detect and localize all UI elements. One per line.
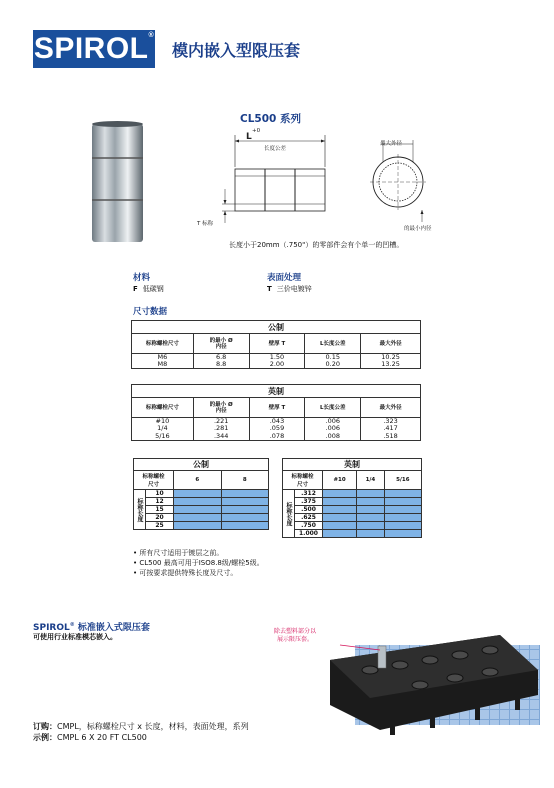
cell: .323 — [361, 418, 421, 426]
order-info — [33, 721, 249, 743]
wall-label: T 标称 — [197, 221, 214, 227]
min-id-label: 的最小内径 — [404, 226, 432, 232]
finish-code: T — [267, 285, 272, 293]
table-row — [132, 361, 421, 369]
spirol-logo — [33, 30, 155, 68]
table-row — [132, 433, 421, 441]
groove-note: 长度小于20mm（.750"）的零部件会有个单一的凹槽。 — [229, 241, 404, 249]
available-cell — [323, 498, 357, 506]
available-cell — [384, 530, 421, 538]
cell: 0.15 — [305, 354, 361, 362]
metric-head-wall: 壁厚 T — [249, 334, 305, 354]
list-item: • CL500 最高可用于ISO8.8级/螺栓5级。 — [133, 558, 264, 568]
grid-row-label: .500 — [295, 506, 323, 514]
cell: 2.00 — [249, 361, 305, 369]
callout-note: 除去塑料部分以 展示限压套。 — [273, 628, 316, 643]
cell: .008 — [305, 433, 361, 441]
finish-name: 三价电镀锌 — [276, 285, 312, 293]
metric-table-caption: 公制 — [132, 321, 421, 334]
available-cell — [384, 498, 421, 506]
metric-availability-grid — [133, 458, 269, 530]
max-od-label: 最大外径 — [380, 141, 403, 147]
imperial-grid-side-label: 标称长度 — [283, 490, 295, 538]
cell: 8.8 — [193, 361, 249, 369]
imperial-head-id: 的最小 Ø 内径 — [193, 398, 249, 418]
cell: 6.8 — [193, 354, 249, 362]
example-line — [33, 732, 249, 743]
imperial-grid-col: #10 — [323, 471, 357, 490]
metric-head-id: 的最小 Ø 内径 — [193, 334, 249, 354]
standard-title-text: 标准嵌入式限压套 — [74, 623, 150, 633]
available-cell — [357, 530, 384, 538]
list-item: • 可按要求提供特殊长度及尺寸。 — [133, 568, 264, 578]
metric-head-length-tol: L长度公差 — [305, 334, 361, 354]
cell: 0.20 — [305, 361, 361, 369]
available-cell — [357, 522, 384, 530]
available-cell — [323, 530, 357, 538]
grid-row-label: 10 — [146, 490, 174, 498]
available-cell — [174, 506, 222, 514]
standard-subtitle: 可使用行业标准模芯嵌入。 — [33, 633, 117, 641]
imperial-spec-table — [131, 384, 421, 441]
series-title: CL500 系列 — [240, 113, 301, 125]
grid-row-label: 20 — [146, 514, 174, 522]
grid-row-label: .625 — [295, 514, 323, 522]
grid-row-label: 15 — [146, 506, 174, 514]
imperial-head-length-tol: L长度公差 — [305, 398, 361, 418]
cell: .281 — [193, 425, 249, 433]
grid-row-label: 1.000 — [295, 530, 323, 538]
available-cell — [357, 490, 384, 498]
available-cell — [357, 498, 384, 506]
available-cell — [174, 490, 222, 498]
cell: .344 — [193, 433, 249, 441]
material-label: 材料 — [133, 273, 151, 283]
order-line — [33, 721, 249, 732]
available-cell — [174, 498, 222, 506]
cell: #10 — [132, 418, 194, 426]
finish-label: 表面处理 — [267, 273, 302, 283]
imperial-head-wall: 壁厚 T — [249, 398, 305, 418]
standard-brand: SPIROL — [33, 623, 70, 633]
available-cell — [323, 506, 357, 514]
length-tol: +0 — [252, 128, 261, 134]
available-cell — [221, 498, 269, 506]
available-cell — [174, 514, 222, 522]
imperial-grid-corner: 标称螺栓 尺寸 — [283, 471, 323, 490]
order-label: 订购： — [33, 722, 57, 731]
imperial-head-od: 最大外径 — [361, 398, 421, 418]
list-item: • 所有尺寸适用于镀层之前。 — [133, 548, 264, 558]
grid-row-label: 12 — [146, 498, 174, 506]
metric-grid-side-label: 标称长度 — [134, 490, 146, 530]
metric-head-bolt: 标称螺栓尺寸 — [132, 334, 194, 354]
available-cell — [357, 514, 384, 522]
cell: 1/4 — [132, 425, 194, 433]
imperial-grid-col: 1/4 — [357, 471, 384, 490]
material-code: F — [133, 285, 138, 293]
grid-row-label: .375 — [295, 498, 323, 506]
logo-reg: ® — [148, 32, 155, 39]
available-cell — [221, 522, 269, 530]
cell: .078 — [249, 433, 305, 441]
imperial-table-caption: 英制 — [132, 385, 421, 398]
molded-part-photo — [300, 610, 540, 750]
length-label: L — [246, 132, 252, 142]
cell: 10.25 — [361, 354, 421, 362]
cell: .006 — [305, 425, 361, 433]
grid-row-label: .312 — [295, 490, 323, 498]
order-value: CMPL，标称螺栓尺寸 x 长度，材料，表面处理，系列 — [57, 722, 249, 731]
notes-list — [133, 548, 264, 578]
available-cell — [384, 514, 421, 522]
length-tol-text: 长度公差 — [264, 146, 287, 152]
cell: M6 — [132, 354, 194, 362]
metric-grid-caption: 公制 — [134, 459, 269, 471]
available-cell — [221, 490, 269, 498]
available-cell — [323, 522, 357, 530]
cell: .221 — [193, 418, 249, 426]
grid-row-label: .750 — [295, 522, 323, 530]
cell: .043 — [249, 418, 305, 426]
cell: .059 — [249, 425, 305, 433]
metric-grid-corner: 标称螺栓 尺寸 — [134, 471, 174, 490]
available-cell — [384, 490, 421, 498]
cell: .417 — [361, 425, 421, 433]
available-cell — [221, 514, 269, 522]
imperial-grid-col: 5/16 — [384, 471, 421, 490]
metric-spec-table — [131, 320, 421, 369]
cell: 5/16 — [132, 433, 194, 441]
metric-grid-col: 8 — [221, 471, 269, 490]
imperial-head-bolt: 标称螺栓尺寸 — [132, 398, 194, 418]
material-name: 低碳钢 — [142, 285, 164, 293]
available-cell — [323, 514, 357, 522]
imperial-availability-grid — [282, 458, 422, 538]
available-cell — [221, 506, 269, 514]
metric-head-od: 最大外径 — [361, 334, 421, 354]
available-cell — [384, 522, 421, 530]
grid-row-label: 25 — [146, 522, 174, 530]
cell: .518 — [361, 433, 421, 441]
example-label: 示例： — [33, 733, 57, 742]
available-cell — [174, 522, 222, 530]
dims-label: 尺寸数据 — [133, 307, 168, 317]
cell: 13.25 — [361, 361, 421, 369]
standard-reg: ® — [69, 622, 75, 628]
example-value: CMPL 6 X 20 FT CL500 — [57, 733, 147, 742]
cell: M8 — [132, 361, 194, 369]
finish-value — [267, 284, 312, 294]
logo-text: SPIROL — [33, 32, 149, 65]
page-title: 模内嵌入型限压套 — [172, 41, 301, 60]
cell: .006 — [305, 418, 361, 426]
material-value — [133, 284, 164, 294]
available-cell — [323, 490, 357, 498]
available-cell — [357, 506, 384, 514]
metric-grid-col: 6 — [174, 471, 222, 490]
available-cell — [384, 506, 421, 514]
limiter-sleeve-photo — [90, 120, 145, 245]
cell: 1.50 — [249, 354, 305, 362]
imperial-grid-caption: 英制 — [283, 459, 422, 471]
